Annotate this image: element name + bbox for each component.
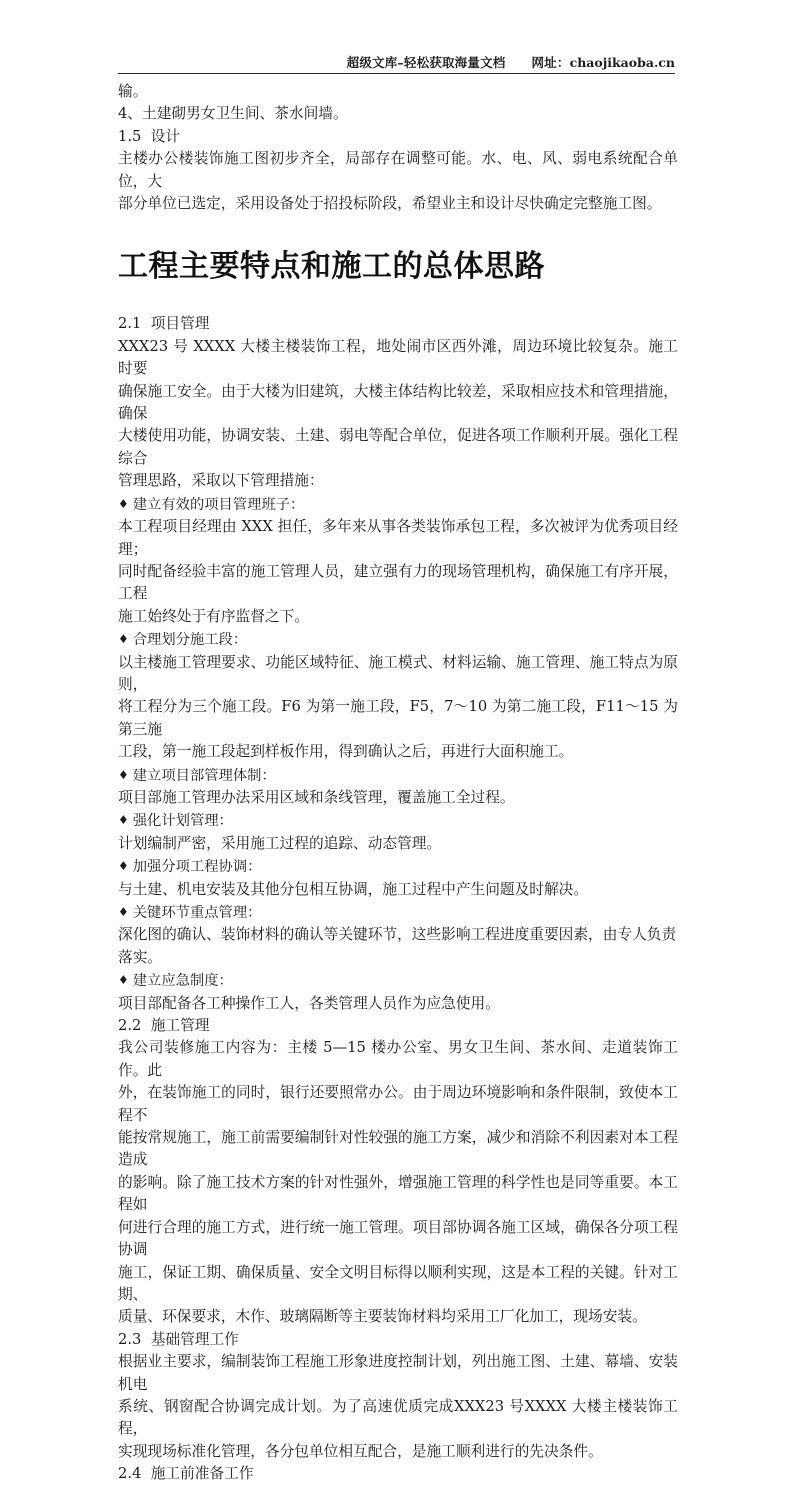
paragraph-line: 我公司装修施工内容为：主楼 5—15 楼办公室、男女卫生间、茶水间、走道装饰工作。此 bbox=[118, 1039, 678, 1079]
header-url: chaojikaoba.cn bbox=[569, 55, 675, 70]
paragraph-line: XXX23 号 XXXX 大楼主楼装饰工程，地处闹市区西外滩，周边环境比较复杂。施工时要 bbox=[118, 337, 678, 378]
paragraph-line: 计划编制严密，采用施工过程的追踪、动态管理。 bbox=[118, 834, 442, 852]
paragraph-line: 根据业主要求，编制装饰工程施工形象进度控制计划，列出施工图、土建、幕墙、安装机电 bbox=[118, 1353, 678, 1393]
paragraph-line: 工段，第一施工段起到样板作用，得到确认之后，再进行大面积施工。 bbox=[118, 743, 574, 761]
paragraph-line: 施工，保证工期、确保质量、安全文明目标得以顺利实现，这是本工程的关键。针对工期、 bbox=[118, 1263, 678, 1303]
paragraph-line: 的影响。除了施工技术方案的针对性强外，增强施工管理的科学性也是同等重要。本工程如 bbox=[118, 1173, 678, 1214]
paragraph-line: 将工程分为三个施工段。F6 为第一施工段，F5，7～10 为第二施工段，F11～15 为第三施 bbox=[118, 698, 678, 738]
paragraph-line: 施工始终处于有序监督之下。 bbox=[118, 607, 309, 625]
paragraph-line: 主楼办公楼装饰施工图初步齐全，局部存在调整可能。水、电、风、弱电系统配合单位，大 bbox=[118, 150, 678, 190]
paragraph-line: 外，在装饰施工的同时，银行还要照常办公。由于周边环境影响和条件限制，致使本工程不 bbox=[118, 1084, 678, 1124]
paragraph-line: 部分单位已选定，采用设备处于招投标阶段，希望业主和设计尽快确定完整施工图。 bbox=[118, 195, 662, 213]
bullet-item bbox=[118, 809, 678, 832]
numbered-heading: 2.1 项目管理 bbox=[118, 315, 210, 333]
paragraph-line: 大楼使用功能，协调安装、土建、弱电等配合单位，促进各项工作顺利开展。强化工程综合 bbox=[118, 427, 678, 467]
paragraph-line: 深化图的确认、装饰材料的确认等关键环节，这些影响工程进度重要因素，由专人负责落实。 bbox=[118, 926, 677, 966]
bullet-item bbox=[118, 901, 678, 924]
section-title: 工程主要特点和施工的总体思路 bbox=[118, 249, 545, 285]
bullet-item-label: 建立项目部管理体制： bbox=[132, 767, 276, 784]
diamond-bullet-icon: ♦ bbox=[118, 496, 129, 511]
bullet-item bbox=[118, 493, 678, 516]
bullet-item-label: 关键环节重点管理： bbox=[132, 905, 262, 921]
bullet-item-label: 强化计划管理： bbox=[132, 813, 233, 830]
bullet-item-label: 加强分项工程协调： bbox=[132, 859, 262, 876]
diamond-bullet-icon: ♦ bbox=[118, 973, 129, 988]
diamond-bullet-icon: ♦ bbox=[118, 905, 129, 919]
numbered-heading: 2.2 施工管理 bbox=[118, 1017, 210, 1035]
paragraph-line: 本工程项目经理由 XXX 担任，多年来从事各类装饰承包工程，多次被评为优秀项目经理； bbox=[118, 518, 678, 558]
document-body bbox=[118, 81, 678, 1486]
bullet-item bbox=[118, 764, 678, 787]
paragraph-line: 4、土建砌男女卫生间、茶水间墙。 bbox=[118, 105, 348, 123]
paragraph-line: 管理思路，采取以下管理措施： bbox=[118, 472, 324, 490]
paragraph-line: 实现现场标准化管理，各分包单位相互配合，是施工顺利进行的先决条件。 bbox=[118, 1442, 603, 1460]
paragraph-line: 项目部施工管理办法采用区域和条线管理，覆盖施工全过程。 bbox=[118, 788, 515, 806]
bullet-item bbox=[118, 969, 678, 992]
header-divider bbox=[118, 73, 675, 74]
numbered-heading: 2.4 施工前准备工作 bbox=[118, 1465, 254, 1483]
numbered-heading: 1.5 设计 bbox=[118, 127, 181, 145]
diamond-bullet-icon: ♦ bbox=[118, 632, 129, 647]
diamond-bullet-icon: ♦ bbox=[118, 859, 129, 874]
header-url-label: 网址： bbox=[531, 55, 570, 70]
header-text-row bbox=[118, 55, 675, 73]
paragraph-line: 质量、环保要求，木作、玻璃隔断等主要装饰材料均采用工厂化加工，现场安装。 bbox=[118, 1308, 647, 1326]
page-header bbox=[118, 55, 675, 74]
paragraph-line: 项目部配备各工种操作工人，各类管理人员作为应急使用。 bbox=[118, 994, 500, 1012]
paragraph-line: 何进行合理的施工方式，进行统一施工管理。项目部协调各施工区域，确保各分项工程协调 bbox=[118, 1218, 678, 1259]
header-site-name: 超级文库–轻松获取海量文档 bbox=[346, 55, 506, 70]
bullet-item-label: 建立有效的项目管理班子： bbox=[132, 496, 305, 513]
paragraph-line: 确保施工安全。由于大楼为旧建筑，大楼主体结构比较差，采取相应技术和管理措施，确保 bbox=[118, 382, 678, 423]
bullet-item bbox=[118, 628, 678, 651]
diamond-bullet-icon: ♦ bbox=[118, 767, 129, 782]
bullet-item-label: 合理划分施工段： bbox=[132, 632, 248, 649]
paragraph-line: 同时配备经验丰富的施工管理人员，建立强有力的现场管理机构，确保施工有序开展，工程 bbox=[118, 562, 678, 603]
paragraph-line: 输。 bbox=[118, 83, 148, 100]
diamond-bullet-icon: ♦ bbox=[118, 813, 129, 828]
title-space-above bbox=[118, 215, 678, 247]
paragraph-line: 系统、钢窗配合协调完成计划。为了高速优质完成XXX23 号XXXX 大楼主楼装饰工程， bbox=[118, 1397, 678, 1438]
bullet-item-label: 建立应急制度： bbox=[132, 973, 233, 990]
paragraph-line: 与土建、机电安装及其他分包相互协调，施工过程中产生问题及时解决。 bbox=[118, 880, 589, 898]
bullet-item bbox=[118, 855, 678, 878]
title-space-below bbox=[118, 287, 678, 313]
paragraph-line: 以主楼施工管理要求、功能区域特征、施工模式、材料运输、施工管理、施工特点为原则， bbox=[118, 653, 678, 693]
paragraph-line: 能按常规施工，施工前需要编制针对性较强的施工方案，减少和消除不利因素对本工程造成 bbox=[118, 1129, 678, 1169]
numbered-heading: 2.3 基础管理工作 bbox=[118, 1330, 239, 1348]
